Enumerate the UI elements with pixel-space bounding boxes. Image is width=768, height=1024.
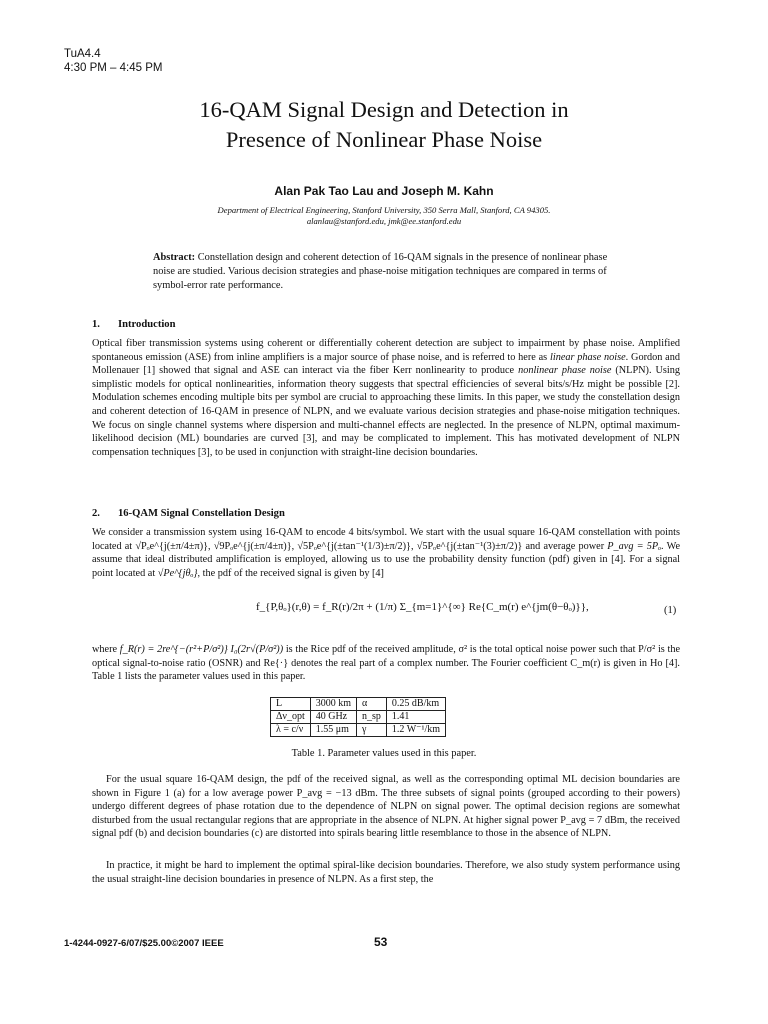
table-caption: Table 1. Parameter values used in this paper.	[291, 748, 477, 759]
table-cell: 1.55 μm	[310, 724, 356, 737]
design-text-2: and average power	[522, 540, 608, 552]
design-text-5: where	[92, 644, 120, 655]
title-line-2: Presence of Nonlinear Phase Noise	[225, 127, 543, 152]
table-row	[271, 724, 446, 737]
design-text-7: For the usual square 16-QAM design, the pdf of the received signal, as well as the corresponding optimal ML decision boundaries are shown in Figure 1 (a) for a low average power P_avg = −13 dBm. The three subsets of signal points (grouped according to their powers) undergo different degrees of phase rotation due to the dependence of NLPN on signal power. The optimal decision regions are somewhat disturbed from the usual rectangular regions that are appropriate in the absence of NLPN. At higher signal power P_avg = 7 dBm, the received signal pdf (b) and decision boundaries (c) are distorted into spirals bearing little resemblance to those in the absence of NLPN.	[92, 774, 680, 840]
intro-paragraph	[92, 337, 680, 459]
footer-isbn: 1-4244-0927-6/07/$25.00©2007 IEEE	[64, 938, 224, 949]
session-info	[64, 47, 162, 75]
table-cell: L	[271, 698, 311, 711]
abstract-label: Abstract:	[153, 252, 196, 263]
design-paragraph-1	[92, 526, 680, 580]
table-cell: 1.41	[386, 711, 445, 724]
session-code: TuA4.4	[64, 48, 101, 60]
intro-emphasis-2: nonlinear phase noise	[518, 365, 612, 377]
section-heading-design	[92, 508, 285, 519]
table-cell: 0.25 dB/km	[386, 698, 445, 711]
authors: Alan Pak Tao Lau and Joseph M. Kahn	[274, 184, 494, 198]
rice-pdf: f_R(r) = 2re^{−(r²+P/σ²)} I₀(2r√(P/σ²))	[119, 644, 284, 655]
parameter-table	[270, 697, 446, 737]
design-text-4: , the pdf of the received signal is given by [4]	[197, 567, 384, 579]
session-time: 4:30 PM – 4:45 PM	[64, 62, 163, 74]
table-cell: 40 GHz	[310, 711, 356, 724]
table-cell: 3000 km	[310, 698, 356, 711]
page-number: 53	[374, 935, 388, 949]
affiliation	[0, 205, 768, 227]
intro-text-3: (NLPN). Using simplistic models for optical nonlinearities, information theory suggests that spectral efficiencies of several bits/s/Hz might be possible [2]. Modulation schemes encoding multiple bits per symbol are crucial to approaching these limits. In this paper, we study the constellation design and coherent detection of 16-QAM in presence of NLPN, and we evaluate various decision strategies and phase-noise mitigation techniques. We focus on single channel systems where dispersion and multi-channel effects are neglected. In the presence of NLPN, optimal maximum-likelihood decision (ML) boundaries are curved [3], and may be complicated to implement. This has motivated development of NLPN compensation techniques [3], to be used in conjunction with straight-line decision boundaries.	[92, 365, 680, 458]
table-cell: γ	[357, 724, 387, 737]
average-power: P_avg = 5Pₒ	[607, 540, 662, 552]
affiliation-dept: Department of Electrical Engineering, Stanford University, 350 Serra Mall, Stanford, CA 94305.	[217, 205, 551, 215]
table-row	[271, 711, 446, 724]
design-text-1: We consider a transmission system using 16-QAM to encode 4 bits/symbol. We start with the usual square 16-QAM constellation with points located at	[92, 527, 680, 552]
design-paragraph-4	[92, 859, 680, 886]
intro-text-2: . Gordon and Mollenauer [1] showed that signal and ASE can interact via the fiber Kerr nonlinearity to produce	[92, 351, 680, 377]
paper-title	[0, 95, 768, 155]
intro-emphasis-1: linear phase noise	[550, 351, 626, 363]
affiliation-emails: alanlau@stanford.edu, jmk@ee.stanford.edu	[306, 216, 462, 226]
section-number: 1.	[92, 319, 100, 330]
section-title: Introduction	[118, 319, 176, 330]
abstract	[153, 251, 623, 293]
intro-text-1: Optical fiber transmission systems using coherent or differentially coherent detection are subject to impairment by phase noise. Amplified spontaneous emission (ASE) from inline amplifiers is a major source of phase noise, and is referred to here as	[92, 338, 680, 363]
abstract-text: Constellation design and coherent detection of 16-QAM signals in the presence of nonlinear phase noise are studied. Various decision strategies and phase-noise mitigation techniques are compared in terms of symbol-error rate performance.	[153, 252, 608, 291]
section-number: 2.	[92, 508, 100, 519]
equation-1: f_{P,θₒ}(r,θ) = f_R(r)/2π + (1/π) Σ_{m=1}^{∞} Re{C_m(r) e^{jm(θ−θₒ)}},	[256, 601, 589, 613]
section-heading-intro	[92, 319, 176, 330]
title-line-1: 16-QAM Signal Design and Detection in	[199, 97, 569, 122]
table-cell: λ = c/ν	[271, 724, 311, 737]
table-cell: 1.2 W⁻¹/km	[386, 724, 445, 737]
signal-point: √Pe^{jθₒ}	[157, 567, 198, 579]
design-paragraph-3	[92, 773, 680, 841]
section-title: 16-QAM Signal Constellation Design	[118, 508, 285, 519]
table-row	[271, 698, 446, 711]
design-text-3: . We assume that ideal distributed amplification is employed, allowing us to use the probability density function (pdf) given in [4]. For a signal point located at	[92, 540, 680, 579]
design-paragraph-2	[92, 643, 680, 684]
table-cell: Δν_opt	[271, 711, 311, 724]
table-cell: n_sp	[357, 711, 387, 724]
design-text-6: is the Rice pdf of the received amplitude, σ² is the total optical noise power such that P/σ² is the optical signal-to-noise ratio (OSNR) and Re{·} denotes the real part of a complex number. The Fourier coefficient C_m(r) is given in Ho [4]. Table 1 lists the parameter values used in this paper.	[92, 644, 680, 683]
design-text-8: In practice, it might be hard to implement the optimal spiral-like decision boundaries. Therefore, we also study system performance using the usual straight-line decision boundaries in presence of NLPN. As a first step, the	[92, 860, 680, 885]
constellation-points: √Pₒe^{j(±π/4±π)}, √9Pₒe^{j(±π/4±π)}, √5Pₒe^{j(±tan⁻¹(1/3)±π/2)}, √5Pₒe^{j(±tan⁻¹(3)±π/2)}	[135, 540, 523, 552]
table-cell: α	[357, 698, 387, 711]
equation-number: (1)	[664, 605, 677, 616]
